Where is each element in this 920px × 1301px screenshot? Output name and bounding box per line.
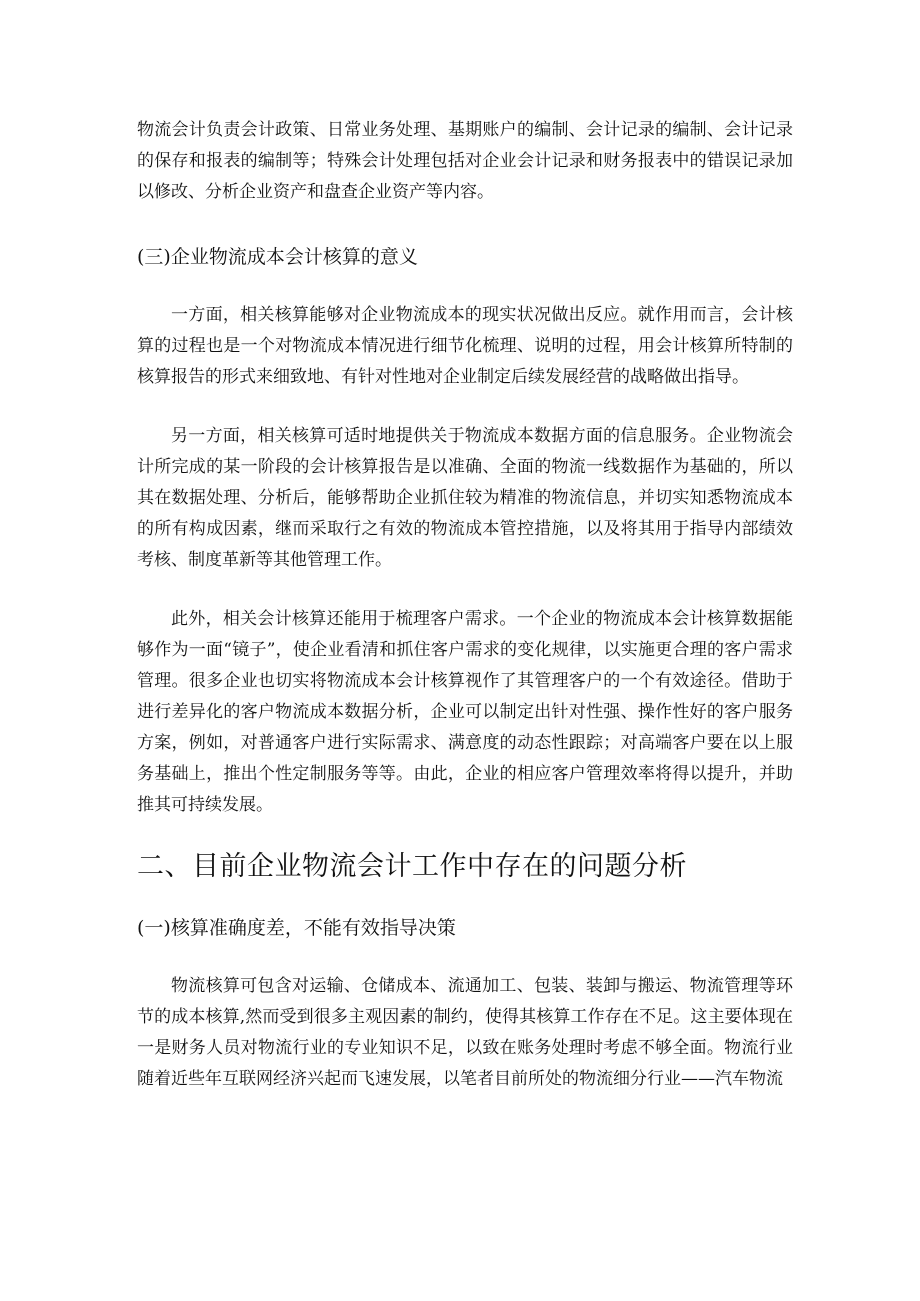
paragraph-accounting-scope: 物流会计负责会计政策、日常业务处理、基期账户的编制、会计记录的编制、会计记录的保存和报表的编制等；特殊会计处理包括对企业会计记录和财务报表中的错误记录加以修改、分析企业资产和盘查企业资产等内容。 xyxy=(137,120,793,202)
paragraph-cost-accounting: 物流核算可包含对运输、仓储成本、流通加工、包装、装卸与搬运、物流管理等环节的成本核算,然而受到很多主观因素的制约，使得其核算工作存在不足。这主要体现在一是财务人员对物流行业的专业知识不足，以致在账务处理时考虑不够全面。物流行业随着近些年互联网经济兴起而飞速发展，以笔者目前所处的物流细分行业——汽车物流 xyxy=(137,976,793,1089)
subheading-significance: (三)企业物流成本会计核算的意义 xyxy=(137,246,418,268)
section-heading-problems: 二、目前企业物流会计工作中存在的问题分析 xyxy=(137,851,687,882)
paragraph-on-one-hand: 一方面，相关核算能够对企业物流成本的现实状况做出反应。就作用而言，会计核算的过程也是一个对物流成本情况进行细节化梳理、说明的过程，用会计核算所特制的核算报告的形式来细致地、有针对性地对企业制定后续发展经营的战略做出指导。 xyxy=(137,305,793,387)
document-page xyxy=(137,115,793,1095)
subheading-accuracy: (一)核算准确度差，不能有效指导决策 xyxy=(137,917,456,939)
paragraph-customer-needs: 此外，相关会计核算还能用于梳理客户需求。一个企业的物流成本会计核算数据能够作为一面“镜子”，使企业看清和抓住客户需求的变化规律，以实施更合理的客户需求管理。很多企业也切实将物流成本会计核算视作了其管理客户的一个有效途径。借助于进行差异化的客户物流成本数据分析，企业可以制定出针对性强、操作性好的客户服务方案，例如，对普通客户进行实际需求、满意度的动态性跟踪；对高端客户要在以上服务基础上，推出个性定制服务等等。由此，企业的相应客户管理效率将得以提升，并助推其可持续发展。 xyxy=(137,609,793,815)
paragraph-on-other-hand: 另一方面，相关核算可适时地提供关于物流成本数据方面的信息服务。企业物流会计所完成的某一阶段的会计核算报告是以准确、全面的物流一线数据作为基础的，所以其在数据处理、分析后，能够帮助企业抓住较为精准的物流信息，并切实知悉物流成本的所有构成因素，继而采取行之有效的物流成本管控措施，以及将其用于指导内部绩效考核、制度革新等其他管理工作。 xyxy=(137,426,793,570)
